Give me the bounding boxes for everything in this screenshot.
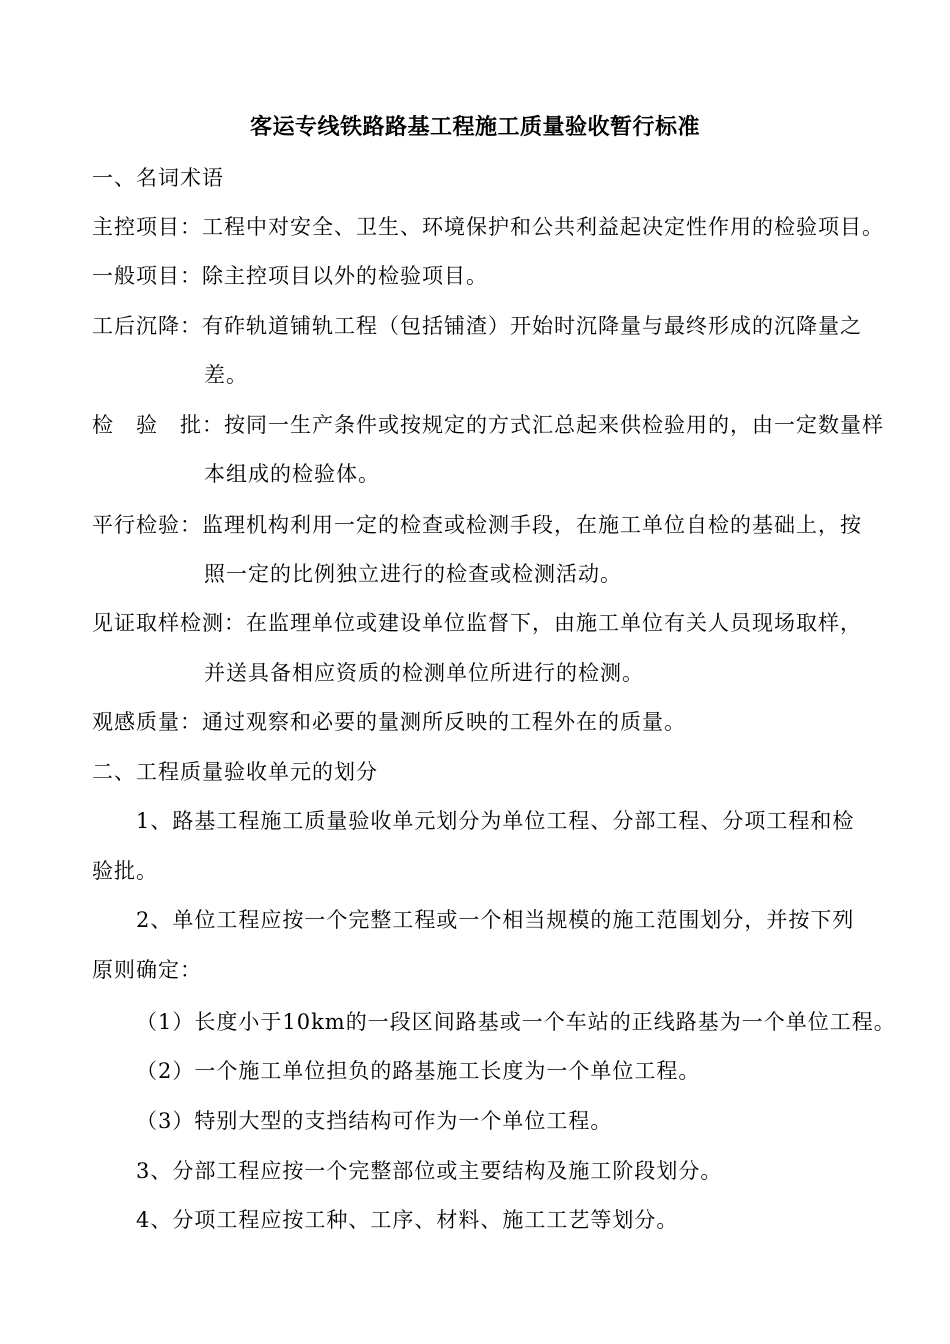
term-general-item: 一般项目：除主控项目以外的检验项目。	[92, 264, 488, 288]
term-witness-sampling: 见证取样检测：在监理单位或建设单位监督下，由施工单位有关人员现场取样，	[92, 611, 862, 635]
term-witness-sampling-cont: 并送具备相应资质的检测单位所进行的检测。	[204, 661, 644, 685]
clause-2-item-1: （1）长度小于10km的一段区间路基或一个车站的正线路基为一个单位工程。	[136, 1010, 896, 1034]
term-parallel-inspection-cont: 照一定的比例独立进行的检查或检测活动。	[204, 562, 622, 586]
term-parallel-inspection: 平行检验：监理机构利用一定的检查或检测手段，在施工单位自检的基础上，按	[92, 513, 862, 537]
term-inspection-lot: 检 验 批：按同一生产条件或按规定的方式汇总起来供检验用的，由一定数量样	[92, 413, 884, 437]
document-title: 客运专线铁路路基工程施工质量验收暂行标准	[249, 115, 700, 140]
term-post-construction-settlement: 工后沉降：有砟轨道铺轨工程（包括铺渣）开始时沉降量与最终形成的沉降量之	[92, 314, 862, 338]
clause-2-cont: 原则确定：	[92, 958, 202, 982]
clause-3: 3、分部工程应按一个完整部位或主要结构及施工阶段划分。	[136, 1159, 723, 1183]
term-inspection-lot-cont: 本组成的检验体。	[204, 462, 380, 486]
clause-2-item-3: （3）特别大型的支挡结构可作为一个单位工程。	[136, 1109, 613, 1133]
term-appearance-quality: 观感质量：通过观察和必要的量测所反映的工程外在的质量。	[92, 710, 686, 734]
clause-2-item-2: （2）一个施工单位担负的路基施工长度为一个单位工程。	[136, 1059, 701, 1083]
clause-2: 2、单位工程应按一个完整工程或一个相当规模的施工范围划分，并按下列	[136, 908, 855, 932]
clause-4: 4、分项工程应按工种、工序、材料、施工工艺等划分。	[136, 1208, 679, 1232]
clause-1: 1、路基工程施工质量验收单元划分为单位工程、分部工程、分项工程和检	[136, 809, 855, 833]
section-heading-terms: 一、名词术语	[92, 166, 224, 190]
term-post-construction-settlement-cont: 差。	[204, 363, 248, 387]
term-main-control-item: 主控项目：工程中对安全、卫生、环境保护和公共利益起决定性作用的检验项目。	[92, 215, 884, 239]
section-heading-division: 二、工程质量验收单元的划分	[92, 760, 378, 784]
clause-1-cont: 验批。	[92, 859, 158, 883]
